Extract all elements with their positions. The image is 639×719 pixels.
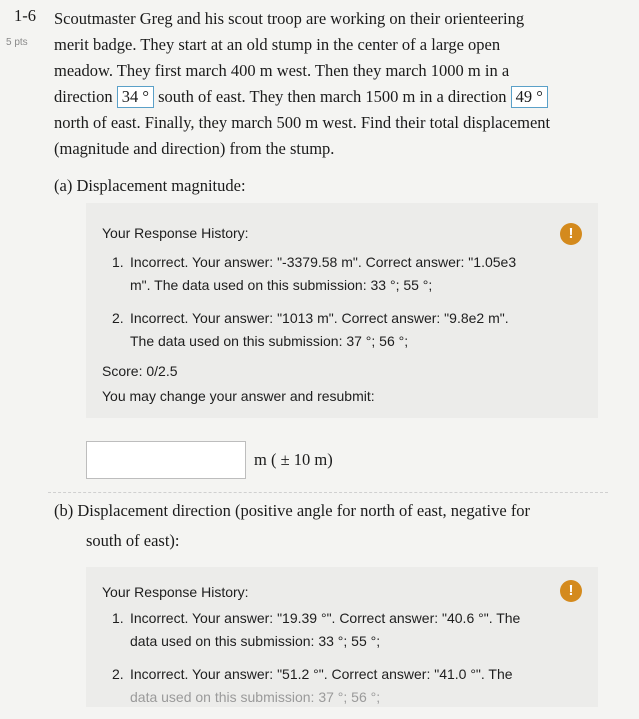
question-line: merit badge. They start at an old stump in the center of a large open [54,35,501,54]
magnitude-answer-input[interactable] [86,441,246,479]
angle-value-1: 34 ° [117,86,154,108]
angle-value-2: 49 ° [511,86,548,108]
question-line-text: direction [54,87,113,106]
history-item-number: 1. [112,610,124,626]
part-a-label: (a) [54,176,73,195]
alert-icon: ! [560,223,582,245]
question-line [54,84,614,110]
alert-icon: ! [560,580,582,602]
history-item [112,251,582,297]
question-line: (magnitude and direction) from the stump. [54,139,335,158]
part-a-prompt [54,176,246,196]
part-b-line [54,496,604,526]
history-item [112,607,582,653]
question-line-text: south of east. They then march 1500 m in a direction [158,87,507,106]
question-text [54,6,614,162]
part-a-text: Displacement magnitude: [76,176,246,195]
history-title: Your Response History: [102,225,249,241]
response-history-a [86,203,598,418]
question-line: north of east. Finally, they march 500 m west. Find their total displacement [54,113,551,132]
history-list [112,607,582,719]
history-item-number: 1. [112,254,124,270]
history-item-line: Incorrect. Your answer: "51.2 °". Correct answer: "41.0 °". The [130,666,513,682]
score-text: Score: 0/2.5 [102,363,178,379]
history-item-line: Incorrect. Your answer: "1013 m". Correct answer: "9.8e2 m". [130,310,509,326]
history-item-line: data used on this submission: 37 °; 56 °; [130,689,381,705]
history-title: Your Response History: [102,584,249,600]
part-b-text: Displacement direction (positive angle for north of east, negative for [77,501,531,520]
unit-label: m ( ± 10 m) [254,450,333,469]
history-item-line: data used on this submission: 33 °; 55 °; [130,633,381,649]
part-b-prompt [54,496,604,556]
history-item [112,307,582,353]
section-divider [48,492,608,493]
question-number: 1-6 [14,6,36,25]
question-line: meadow. They first march 400 m west. Then they march 1000 m in a [54,61,510,80]
history-item-number: 2. [112,666,124,682]
part-b-line: south of east): [86,531,180,550]
part-b-label: (b) [54,501,74,520]
response-history-b [86,567,598,707]
resubmit-text: You may change your answer and resubmit: [102,388,375,404]
history-item-line: The data used on this submission: 37 °; 56 °; [130,333,409,349]
history-item-line: Incorrect. Your answer: "-3379.58 m". Correct answer: "1.05e3 [130,254,517,270]
question-line: Scoutmaster Greg and his scout troop are working on their orienteering [54,9,525,28]
history-list [112,251,582,363]
history-item-line: m". The data used on this submission: 33 °; 55 °; [130,277,433,293]
history-item-line: Incorrect. Your answer: "19.39 °". Correct answer: "40.6 °". The [130,610,521,626]
question-points: 5 pts [6,37,28,48]
history-item-number: 2. [112,310,124,326]
history-item [112,663,582,709]
